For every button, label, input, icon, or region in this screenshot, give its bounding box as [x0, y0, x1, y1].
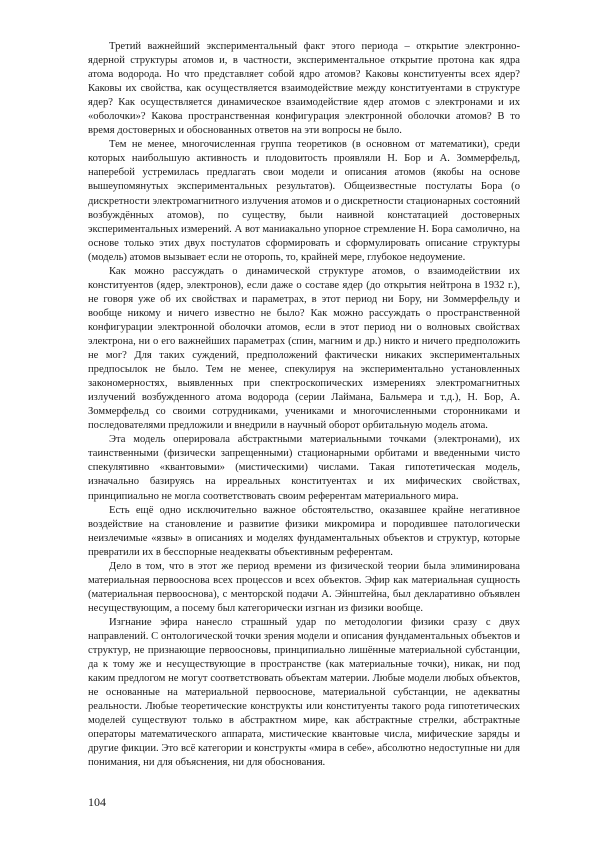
paragraph-4: Эта модель оперировала абстрактными материальными точками (электронами), их таинственными (физически запрещенными) стационарными орбитами и введенными чисто спекулятивно «квантовыми» (мистическими) числами. Такая гипотетическая модель, изначально базируясь на ирреальных конституентах и их мифических свойствах, принципиально не могла соответствовать своим референтам материального мира.	[88, 434, 520, 502]
page-number: 104	[88, 795, 106, 809]
paragraph-1: Третий важнейший экспериментальный факт этого периода – открытие электронно-ядерной структуры атомов и, в частности, экспериментальное открытие протона как ядра атома водорода. Но что представляет собой ядро атомов? Каковы конституенты всех ядер? Каковы их свойства, как осуществляется взаимодействие между конституентами в структуре ядер? Как осуществляется динамическое взаимодействие ядер атомов с электронами и их «оболочки»? Какова пространственная конфигурация электронной оболочки атомов? В то время достоверных и обоснованных ответов на эти вопросы не было.	[88, 41, 520, 137]
paragraph-2: Тем не менее, многочисленная группа теоретиков (в основном от математики), среди которых наибольшую активность и плодовитость проявляли Н. Бор и А. Зоммерфельд, наперебой устремилась предлагать свои модели и описания атомов (якобы на основе вышеупомянутых экспериментальных результатов). Общеизвестные постулаты Бора (о дискретности электромагнитного излучения атомов и о дискретности стационарных состояний возбуждённых атомов), по существу, были наивной констатацией достоверных экспериментальных измерений. А вот маниакально упорное стремление Н. Бора самолично, на основе только этих двух постулатов сформировать и сформулировать описание структуры (модель) атомов вызывает если не оторопь, то, крайней мере, глубокое недоумение.	[88, 139, 520, 263]
paragraph-3: Как можно рассуждать о динамической структуре атомов, о взаимодействии их конституентов (ядер, электронов), если даже о составе ядер (до открытия нейтрона в 1932 г.), не говоря уже об их свойствах и параметрах, в этот период ни Бору, ни Зоммерфельду и вообще никому и ничего известно не было? Как можно рассуждать о пространственной конфигурации электронной оболочки атомов, если в этот период ни о волновых свойствах электрона, ни о его важнейших параметрах (спин, магним и др.) никто и ничего предположить не мог? Для таких суждений, предположений фактически никаких экспериментальных предпосылок не было. Тем не менее, спекулируя на экспериментально установленных закономерностях, выявленных при спектроскопических измерениях электромагнитных излучений возбужденного атома водорода (серии Лаймана, Бальмера и т.д.), Н. Бор, А. Зоммерфельд со своими сотрудниками, учениками и многочисленными сторонниками и последователями предложили и внедрили в научный оборот орбитальную модель атома.	[88, 265, 520, 432]
paragraph-5: Есть ещё одно исключительно важное обстоятельство, оказавшее крайне негативное воздействие на становление и развитие физики микромира и породившее патологически неизлечимые «язвы» в описаниях и моделях фундаментальных объектов и структур, которые превратили их в бесспорные неадекваты объективным референтам.	[88, 504, 520, 558]
page-body	[88, 40, 520, 770]
paragraph-6: Дело в том, что в этот же период времени из физической теории была элиминирована материальная первооснова всех процессов и всех объектов. Эфир как материальная сущность (материальная первооснова), с менторской подачи А. Эйнштейна, был декларативно объявлен несуществующим, а посему был категорически изгнан из физики вообще.	[88, 560, 520, 614]
paragraph-7: Изгнание эфира нанесло страшный удар по методологии физики сразу с двух направлений. С онтологической точки зрения модели и описания фундаментальных объектов и структур, не признающие первоосновы, принципиально лишённые материальной субстанции, да к тому же и несуществующие в пространстве (как материальные точки), никак, ни под каким предлогом не могут соответствовать объектам материи. Любые модели любых объектов, не основанные на материальной первооснове, материальной субстанции, не адекватны реальности. Любые теоретические конструкты или конституенты такого рода гипотетических моделей существуют только в абстрактном мире, как абстрактные стрелки, абстрактные операторы математического аппарата, мистические квантовые числа, мифические заряды и другие фикции. Это всё категории и конструкты «мира в себе», абсолютно недоступные ни для понимания, ни для объяснения, ни для обоснования.	[88, 616, 520, 769]
